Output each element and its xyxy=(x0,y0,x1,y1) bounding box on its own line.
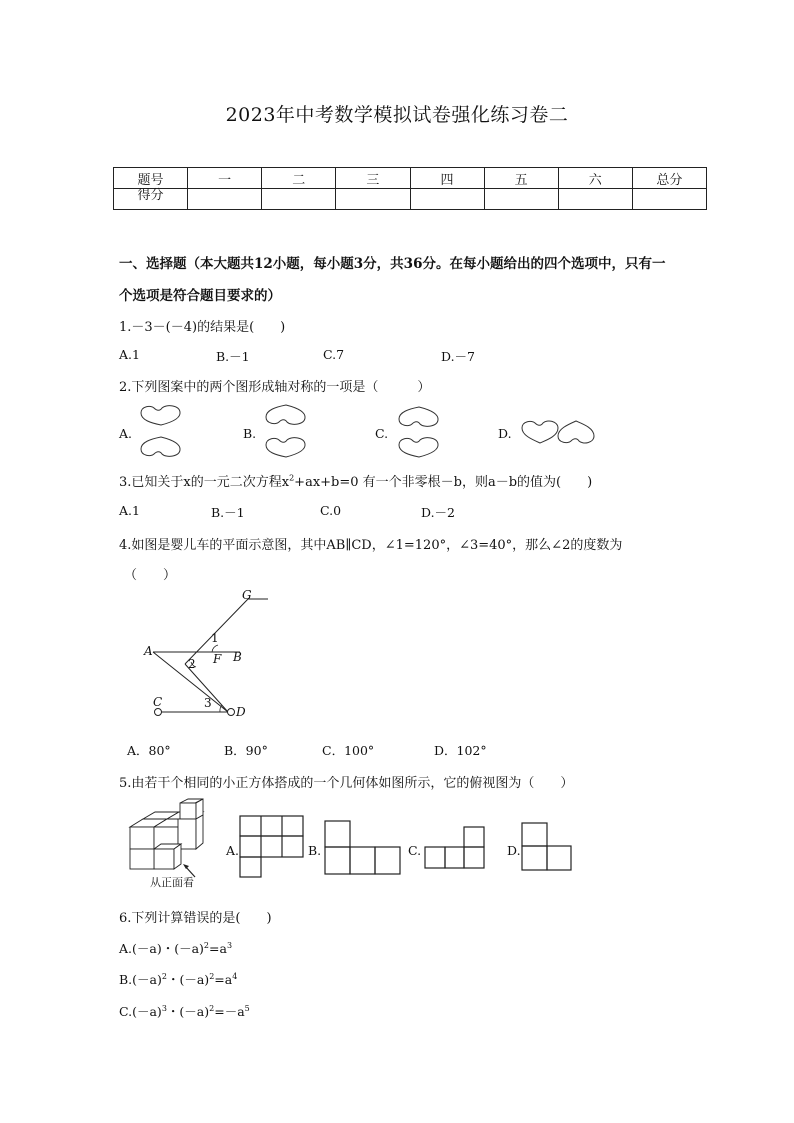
q3-option-c: C.0 xyxy=(320,503,342,518)
q1-option-a: A.1 xyxy=(119,347,140,362)
q2-option-c: C. xyxy=(375,426,389,441)
heart-icon xyxy=(520,420,560,444)
angle-3-label: 3 xyxy=(204,696,212,710)
score-header-cell: 一 xyxy=(188,168,262,189)
point-a-label: A xyxy=(144,644,153,658)
angle-1-label: 1 xyxy=(211,631,219,645)
score-cell xyxy=(188,189,262,210)
q6-b-part: =a xyxy=(214,972,233,987)
exponent: 2 xyxy=(203,940,210,950)
point-g-label: G xyxy=(242,588,252,602)
score-table xyxy=(113,167,707,210)
q4-option-b: B．90° xyxy=(224,743,268,758)
score-cell xyxy=(410,189,484,210)
q5-option-c-grid xyxy=(424,826,486,870)
q2-option-b: B. xyxy=(243,426,257,441)
score-row-label: 得分 xyxy=(114,189,188,210)
q6-a-part: =a xyxy=(209,941,227,956)
heart-icon xyxy=(139,404,183,426)
q4-option-d: D．102° xyxy=(434,743,487,758)
q2-option-a: A. xyxy=(119,426,133,441)
score-cell xyxy=(484,189,558,210)
question-4: 4.如图是婴儿车的平面示意图，其中AB∥CD，∠1=120°，∠3=40°，那么∠2的度数为 xyxy=(119,538,623,553)
front-view-caption: 从正面看 xyxy=(150,876,194,889)
q3-stem-part: 3.已知关于x的一元二次方程x xyxy=(119,475,290,490)
point-d-label: D xyxy=(236,705,246,719)
q1-option-d: D.－7 xyxy=(441,349,476,364)
angle-2-label: 2 xyxy=(188,657,196,671)
q6-c-part: ・(－a) xyxy=(166,1004,210,1019)
q2-option-d: D. xyxy=(498,426,512,441)
score-table-score-row xyxy=(114,189,707,210)
q5-option-d: D. xyxy=(507,843,521,858)
q3-stem-part: +ax+b=0 有一个非零根－b，则a－b的值为( ) xyxy=(294,475,593,490)
q6-a-part: A.(－a)・(－a) xyxy=(119,941,204,956)
q5-option-a: A. xyxy=(226,843,240,858)
score-header-cell: 六 xyxy=(558,168,632,189)
q6-b-part: ・(－a) xyxy=(166,972,210,987)
score-header-cell: 三 xyxy=(336,168,410,189)
exponent: 2 xyxy=(209,971,215,981)
score-header-cell: 五 xyxy=(484,168,558,189)
heart-icon xyxy=(397,406,441,428)
question-5: 5.由若干个相同的小正方体搭成的一个几何体如图所示，它的俯视图为（ ） xyxy=(119,776,574,791)
point-b-label: B xyxy=(233,650,242,664)
q6-c-part: C.(－a) xyxy=(119,1004,162,1019)
question-2: 2.下列图案中的两个图形成轴对称的一项是（ ） xyxy=(119,380,431,395)
exponent: 5 xyxy=(244,1003,250,1013)
section-heading-cont: 个选项是符合题目要求的） xyxy=(119,288,281,304)
q5-option-b-grid xyxy=(324,820,402,876)
q3-option-b: B.－1 xyxy=(211,505,245,520)
page-title: 2023年中考数学模拟试卷强化练习卷二 xyxy=(225,104,569,126)
q4-option-a: A．80° xyxy=(127,743,171,758)
score-table-header-row xyxy=(114,168,707,189)
q5-option-b: B. xyxy=(308,843,322,858)
exponent: 4 xyxy=(232,971,238,981)
q6-c-part: =－a xyxy=(214,1004,245,1019)
score-header-cell: 四 xyxy=(410,168,484,189)
q5-option-c: C. xyxy=(408,843,422,858)
score-cell xyxy=(632,189,706,210)
q6-option-a xyxy=(119,939,232,957)
q1-option-b: B.－1 xyxy=(216,349,250,364)
score-cell xyxy=(262,189,336,210)
q6-option-c xyxy=(119,1002,250,1020)
heart-icon xyxy=(139,436,183,458)
score-header-cell: 二 xyxy=(262,168,336,189)
q1-option-c: C.7 xyxy=(323,347,345,362)
q3-option-a: A.1 xyxy=(119,503,140,518)
score-cell xyxy=(336,189,410,210)
exponent: 2 xyxy=(209,1003,215,1013)
q4-option-c: C．100° xyxy=(322,743,375,758)
point-f-label: F xyxy=(213,652,222,666)
q3-exponent: 2 xyxy=(289,473,295,483)
q6-option-b xyxy=(119,970,237,988)
q5-option-d-grid xyxy=(521,822,573,872)
q5-option-a-grid xyxy=(239,815,305,879)
point-c-label: C xyxy=(153,695,163,709)
score-header-cell: 总分 xyxy=(632,168,706,189)
cube-solid-figure xyxy=(125,803,225,885)
exponent: 2 xyxy=(161,971,167,981)
question-6: 6.下列计算错误的是( ) xyxy=(119,911,272,926)
exponent: 3 xyxy=(226,940,233,950)
score-cell xyxy=(558,189,632,210)
exponent: 3 xyxy=(161,1003,167,1013)
question-1: 1.－3－(－4)的结果是( ) xyxy=(119,320,286,335)
heart-icon xyxy=(264,436,308,458)
q3-option-d: D.－2 xyxy=(421,505,456,520)
q6-b-part: B.(－a) xyxy=(119,972,162,987)
heart-icon xyxy=(397,436,441,458)
score-header-cell: 题号 xyxy=(114,168,188,189)
heart-icon xyxy=(264,404,308,426)
q4-answer-blank: （ ） xyxy=(124,568,177,583)
heart-icon xyxy=(556,420,596,444)
question-3 xyxy=(119,471,592,490)
section-heading: 一、选择题（本大题共12小题，每小题3分，共36分。在每小题给出的四个选项中，只有一 xyxy=(119,256,666,272)
